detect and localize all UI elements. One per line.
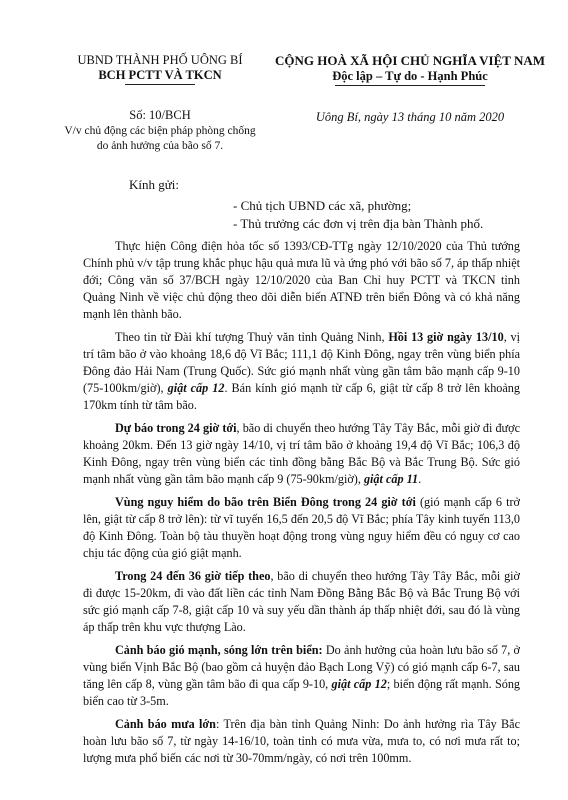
text-run-bold-italic: giật cấp 12	[331, 677, 387, 691]
authority-name: UBND THÀNH PHỐ UÔNG BÍ	[77, 53, 243, 67]
text-run: Do ảnh hưởng của hoàn lưu bão số 7, ở vùng biển Vịnh Bắc Bộ (bao gồm cả huyện đảo Bạch Long Vỹ) có gió mạnh cấp 6-7, sau tăng lên cấp 8, vùng gần tâm bão đi qua cấp 9-10,	[83, 643, 520, 691]
paragraph	[83, 420, 520, 488]
text-run-bold: Cảnh báo gió mạnh, sóng lớn trên biển:	[115, 643, 323, 657]
paragraph	[83, 642, 520, 710]
paragraph	[83, 494, 520, 562]
text-run: ; biển động rất mạnh. Sóng biển cao từ 3-5m.	[83, 677, 521, 708]
text-run: . Bán kính gió mạnh từ cấp 6, giật từ cấp 8 trở lên khoảng 170km tính từ tâm bão.	[83, 381, 520, 412]
motto-underline	[335, 85, 485, 86]
paragraph	[83, 329, 520, 414]
text-run: Theo tin từ Đài khí tượng Thuỷ văn tỉnh Quảng Ninh,	[115, 330, 389, 344]
header-divider	[125, 84, 195, 85]
recipient-line: - Chủ tịch UBND các xã, phường;	[233, 198, 412, 213]
document-number: Số: 10/BCH	[129, 108, 191, 122]
subject-line: V/v chủ động các biện pháp phòng chống	[64, 125, 256, 137]
text-run-bold: Dự báo trong 24 giờ tới	[115, 421, 237, 435]
text-run: : Trên địa bàn tỉnh Quảng Ninh: Do ảnh hưởng rìa Tây Bắc hoàn lưu bão số 7, từ ngày 14-16/10, toàn tỉnh có mưa vừa, mưa to, có nơi mưa rất to; lượng mưa phổ biến các nơi từ 30-70mm/ngày, có nơi trên 100mm.	[83, 717, 520, 765]
recipient-line: - Thủ trưởng các đơn vị trên địa bàn Thành phố.	[233, 216, 484, 231]
subject-line: do ảnh hưởng của bão số 7.	[96, 140, 224, 152]
place-and-date: Uông Bí, ngày 13 tháng 10 năm 2020	[315, 110, 505, 124]
text-run: .	[418, 472, 422, 486]
text-run-bold-italic: giật cấp 12	[167, 381, 225, 395]
text-run-bold: Trong 24 đến 36 giờ tiếp theo	[115, 569, 271, 583]
text-run: , bão di chuyển theo hướng Tây Tây Bắc, mỗi giờ đi được 15-20km, đi vào đất liền các tỉnh Nam Đồng Bằng Bắc Bộ và Bắc Trung Bộ với sức gió mạnh cấp 7-8, giật cấp 10 và suy yếu dần thành áp thấp nhiệt đới, sau đó là vùng áp thấp trên khu vực thượng Lào.	[83, 569, 521, 634]
national-heading	[262, 53, 558, 86]
national-motto: Độc lập – Tự do - Hạnh Phúc	[332, 69, 488, 83]
text-run: (gió mạnh cấp 6 trở lên, giật từ cấp 8 trở lên): từ vĩ tuyến 16,5 đến 20,5 độ Vĩ Bắc; phía Tây kinh tuyến 113,0 độ Kinh Đông. Toàn bộ tàu thuyền hoạt động trong vùng nguy hiểm đều có nguy cơ cao chịu tác động của gió giật mạnh.	[83, 495, 520, 560]
text-run: , bão di chuyển theo hướng Tây Tây Bắc, mỗi giờ đi được khoảng 20km. Đến 13 giờ ngày 14/10, vị trí tâm bão ở khoảng 19,4 độ Vĩ Bắc; 106,3 độ Kinh Đông, ngay trên vùng biển các tỉnh đồng bằng Bắc Bộ và Bắc Trung Bộ. Sức gió mạnh nhất vùng gần tâm bão mạnh cấp 9 (75-90km/giờ),	[83, 421, 521, 486]
paragraph	[83, 716, 520, 767]
committee-name: BCH PCTT VÀ TKCN	[98, 68, 222, 82]
paragraph	[83, 568, 520, 636]
nation-name: CỘNG HOÀ XÃ HỘI CHỦ NGHĨA VIỆT NAM	[274, 53, 546, 68]
text-run: , vị trí tâm bão ở vào khoảng 18,6 độ Vĩ Bắc; 111,1 độ Kinh Đông, ngay trên vùng biển phía Đông đảo Hải Nam (Trung Quốc). Sức gió mạnh nhất vùng gần tâm bão mạnh cấp 9-10 (75-100km/giờ),	[83, 330, 521, 395]
issuing-authority	[60, 53, 260, 85]
document-body	[83, 238, 520, 773]
text-run-bold: Vùng nguy hiểm do bão trên Biển Đông trong 24 giờ tới	[115, 495, 416, 509]
text-run-bold: Cảnh báo mưa lớn	[115, 717, 216, 731]
paragraph: Thực hiện Công điện hỏa tốc số 1393/CĐ-TTg ngày 12/10/2020 của Thủ tướng Chính phủ v/v tập trung khắc phục hậu quả mưa lũ và ứng phó với bão số 7, áp thấp nhiệt đới; Công văn số 37/BCH ngày 12/10/2020 của Ban Chỉ huy PCTT và TKCN tỉnh Quảng Ninh về việc chủ động theo dõi diễn biến ATNĐ trên biển Đông và có khả năng mạnh lên thành bão.	[83, 239, 521, 321]
document-subject	[60, 124, 260, 154]
text-run-bold: Hồi 13 giờ ngày 13/10	[388, 330, 504, 344]
text-run-bold-italic: giật cấp 11	[363, 472, 419, 486]
salutation-label: Kính gửi:	[129, 177, 180, 192]
